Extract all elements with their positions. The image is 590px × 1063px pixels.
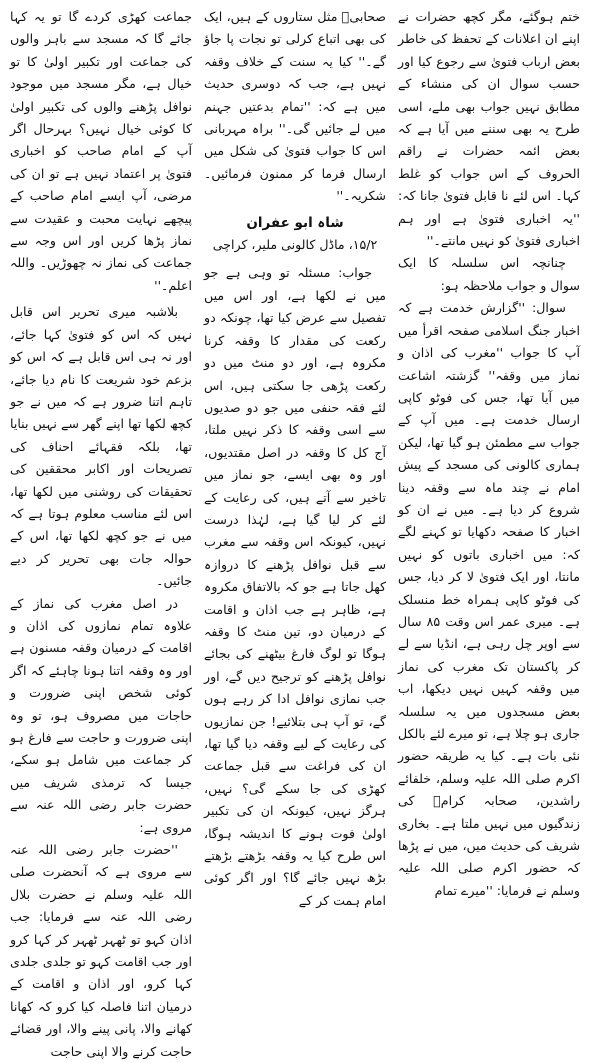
paragraph: ختم ہوگئے، مگر کچھ حضرات نے اپنے ان اعلانات کے تحفظ کی خاطر بعض ارباب فتویٰ سے رجوع کیا اور حسب سوال ان کی منشاء کے مطابق نہیں جواب بھی ملے، اسی طرح یہ بھی سننے میں آیا ہے کہ بعض ائمہ حضرات نے راقم الحروف کے اس جواب کو غلط کہا۔ اس لئے نا قابل فتویٰ جانا کہ: ''یہ اخباری فتویٰ ہے اور ہم اخباری فتویٰ کو نہیں مانتے۔'' — [398, 9, 580, 249]
hadith-quote: ''حضرت جابر رضی اللہ عنہ سے مروی ہے کہ آنحضرت صلی اللہ علیہ وسلم نے حضرت بلال رضی اللہ عنہ سے فرمایا: جب اذان کہو تو ٹھہر ٹھہر کر کہا کرو اور جب اقامت کہو تو جلدی جلدی کہا کرو، اور اذان و اقامت کے درمیان اتنا فاصلہ کیا کرو کہ کھانا کھانے والا، پانی پینے والا، اور قضائے حاجت کرنے والا اپنی حاجت — [10, 842, 192, 1059]
paragraph: چنانچہ اس سلسلہ کا ایک سوال و جواب ملاحظہ ہو: — [398, 255, 580, 293]
paragraph: صحابیؓ مثل ستاروں کے ہیں، ایک کی بھی اتباع کرلی تو نجات پا جاؤ گے۔'' کیا یہ سنت کے خلاف وقفہ نہیں ہے، جب کہ دوسری حدیث میں ہے کہ: ''تمام بدعتیں جہنم میں لے جائیں گی۔'' براہ مہربانی اس کا جواب فتویٰ کی شکل میں ارسال فرما کر ممنون فرمائیں۔ شکریہ۔'' — [204, 9, 386, 204]
column-left — [4, 6, 198, 1059]
signature-name: شاہ ابو عفران — [246, 214, 344, 231]
answer-paragraph: جواب: مسئلہ تو وہی ہے جو میں نے لکھا ہے، اور اس میں تفصیل سے عرض کیا تھا، چونکہ دو رکعت کی مقدار کا وقفہ کرنا مکروہ ہے، اور دو منٹ میں دو رکعت پڑھی جا سکتی ہیں، اس لئے فقہ حنفی میں جو دو صدیوں سے اسی وقفہ کا ذکر نہیں ملتا، آج کل کا وقفہ در اصل مقتدیوں، اور وہ بھی ایسے، جو نماز میں تاخیر سے آتے ہیں، کی رعایت کے لئے کر لیا گیا ہے، لہٰذا درست نہیں، کیونکہ اس وقفہ سے مغرب سے قبل نوافل پڑھنے کا دروازہ کھل جاتا ہے جو کہ بالاتفاق مکروہ ہے، ظاہر ہے جب اذان و اقامت کے درمیان دو، تین منٹ کا وقفہ ہوگا تو لوگ فارغ بیٹھنے کی بجائے نوافل پڑھنے کو ترجیح دیں گے، اور جب نمازی نوافل ادا کر رہے ہوں گے، تو آپ ہی بتلائیے! جن نمازیوں کی رعایت کے لیے وقفہ دیا گیا تھا، ان کی فراغت سے قبل جماعت کھڑی کی جا سکے گی؟ نہیں، ہرگز نہیں، کیونکہ ان کی تکبیر اولیٰ فوت ہونے کا اندیشہ ہوگا، اس طرح کیا یہ وقفہ بڑھتے بڑھتے بڑھ نہیں جائے گا؟ اور اگر کوئی امام ہمت کر کے — [204, 265, 386, 908]
paragraph: بلاشبہ میری تحریر اس قابل نہیں کہ اس کو فتویٰ کہا جائے، اور نہ ہی اس قابل ہے کہ اس کو بزعم خود شریعت کا نام دیا جائے، تاہم اتنا ضرور ہے کہ میں نے جو کچھ لکھا تھا اپنے گھر سے نہیں بنایا تھا، بلکہ فقہائے احناف کی تصریحات اور اکابر محققین کی تحقیقات کی روشنی میں لکھا تھا، اس لئے مناسب معلوم ہوتا ہے کہ میں نے جو کچھ لکھا تھا، اس کے حوالہ جات بھی تحریر کر دیے جائیں۔ — [10, 304, 192, 589]
paragraph: در اصل مغرب کی نماز کے علاوہ تمام نمازوں کی اذان و اقامت کے درمیان وقفہ مسنون ہے اور وہ وقفہ اتنا ہونا چاہئے کہ اگر کوئی شخص اپنی ضرورت و حاجات میں مصروف ہو، تو وہ اپنی ضرورت و حاجت سے فارغ ہو کر جماعت میں شامل ہو سکے، جیسا کہ ترمذی شریف میں حضرت جابر رضی اللہ عنہ سے مروی ہے: — [10, 595, 192, 835]
column-right — [392, 6, 586, 898]
signature-address: ۱۵/۲، ماڈل کالونی ملیر، کراچی — [212, 237, 378, 253]
question-paragraph: سوال: ''گزارش خدمت ہے کہ اخبار جنگ اسلامی صفحہ اقرأ میں آپ کا جواب ''مغرب کی اذان و نماز میں وقفہ'' گزشتہ اشاعت میں آیا تھا، جس کی فوٹو کاپی ارسال خدمت ہے۔ میں آپ کے جواب سے مطمئن ہو گیا تھا، لیکن ہماری کالونی کی مسجد کے پیش امام نے چند ماہ سے وقفہ دینا شروع کر دیا ہے۔ میں نے ان کو اخبار کا صفحہ دکھایا تو کہنے لگے کہ: میں اخباری باتوں کو نہیں مانتا، اور ایک فتویٰ لا کر دیا، جس کی فوٹو کاپی ہمراہ خط منسلک ہے۔ میری عمر اس وقت ۸۵ سال سے اوپر چل رہی ہے، انڈیا سے لے کر پاکستان تک مغرب کی نماز میں وقفہ کہیں نہیں دیکھا، اب بعض مسجدوں میں یہ سلسلہ جاری ہو چلا ہے، تو میرے لئے بالکل نئی بات ہے۔ کیا یہ طریقہ حضور اکرم صلی اللہ علیہ وسلم، خلفائے راشدین، صحابہ کرامؓ کی زندگیوں میں نہیں ملتا ہے۔ بخاری شریف کی حدیث میں، میں نے پڑھا کہ حضور اکرم صلی اللہ علیہ وسلم نے فرمایا: ''میرے تمام — [398, 300, 581, 898]
column-middle — [198, 6, 392, 908]
paragraph: جماعت کھڑی کردے گا تو یہ کہا جائے گا کہ مسجد سے باہر والوں کی جماعت اور تکبیر اولیٰ کا تو خیال ہے، مگر مسجد میں موجود نوافل پڑھنے والوں کی تکبیر اولیٰ کا کوئی خیال نہیں؟ بہرحال اگر آپ کے امام صاحب کو اخباری فتویٰ پر اعتماد نہیں ہے تو ان کی مرضی، آپ ایسے امام صاحب کے پیچھے نہایت محبت و عقیدت سے نماز پڑھا کریں اور اس وجہ سے جماعت کی نماز نہ چھوڑیں۔ واللہ اعلم۔'' — [10, 9, 192, 293]
